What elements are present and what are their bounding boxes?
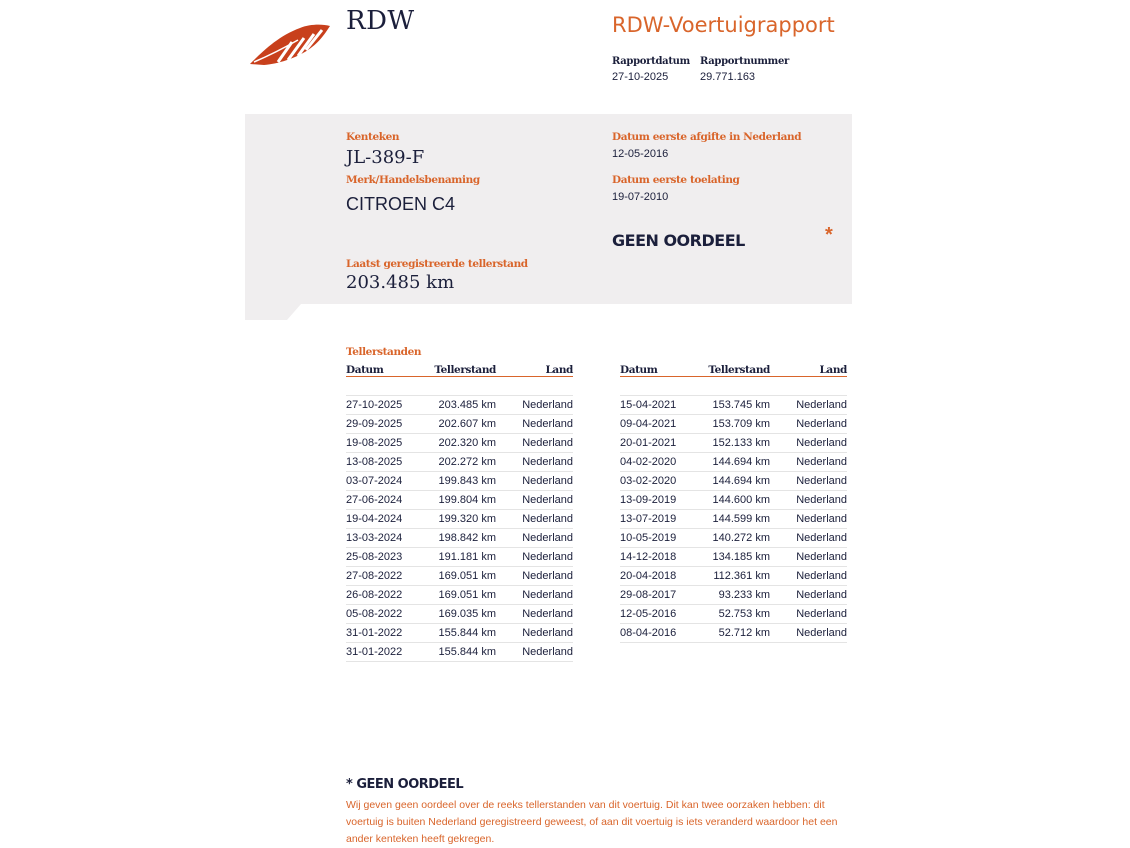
cell-date: 13-09-2019: [620, 491, 706, 510]
cell-date: 13-07-2019: [620, 510, 706, 529]
make-value: CITROEN C4: [346, 194, 456, 214]
cell-country: Nederland: [770, 548, 847, 567]
cell-odometer: 112.361 km: [706, 567, 770, 586]
table-row: [620, 491, 847, 510]
table-row: [346, 529, 573, 548]
col-odometer: Tellerstand: [432, 363, 496, 377]
table-row: [620, 567, 847, 586]
col-country: Land: [496, 363, 573, 377]
cell-country: Nederland: [496, 434, 573, 453]
cell-date: 08-04-2016: [620, 624, 706, 643]
table-row: [346, 415, 573, 434]
table-row: [620, 396, 847, 415]
cell-country: Nederland: [770, 605, 847, 624]
cell-odometer: 155.844 km: [432, 643, 496, 662]
cell-date: 25-08-2023: [346, 548, 432, 567]
cell-country: Nederland: [770, 472, 847, 491]
cell-country: Nederland: [496, 510, 573, 529]
cell-odometer: 93.233 km: [706, 586, 770, 605]
odometer-value: 203.485 km: [346, 272, 455, 293]
table-row: [346, 624, 573, 643]
report-date: 27-10-2025: [612, 71, 669, 83]
cell-date: 05-08-2022: [346, 605, 432, 624]
cell-odometer: 144.694 km: [706, 453, 770, 472]
cell-country: Nederland: [770, 586, 847, 605]
cell-date: 19-04-2024: [346, 510, 432, 529]
table-row: [346, 453, 573, 472]
cell-country: Nederland: [770, 415, 847, 434]
first-nl-label: Datum eerste afgifte in Nederland: [612, 131, 802, 143]
cell-date: 27-10-2025: [346, 396, 432, 415]
cell-country: Nederland: [496, 472, 573, 491]
cell-odometer: 199.320 km: [432, 510, 496, 529]
cell-odometer: 153.709 km: [706, 415, 770, 434]
cell-odometer: 144.600 km: [706, 491, 770, 510]
table-row: [346, 643, 573, 662]
brand-name: RDW: [346, 6, 415, 36]
table-row: [620, 605, 847, 624]
cell-odometer: 199.843 km: [432, 472, 496, 491]
cell-country: Nederland: [496, 586, 573, 605]
table-header-row: [346, 363, 573, 377]
cell-date: 13-08-2025: [346, 453, 432, 472]
cell-odometer: 134.185 km: [706, 548, 770, 567]
report-number: 29.771.163: [700, 71, 756, 83]
cell-odometer: 169.051 km: [432, 567, 496, 586]
col-date: Datum: [620, 363, 706, 377]
cell-date: 20-01-2021: [620, 434, 706, 453]
cell-date: 15-04-2021: [620, 396, 706, 415]
cell-odometer: 199.804 km: [432, 491, 496, 510]
report-title: RDW-Voertuigrapport: [612, 13, 835, 37]
cell-date: 26-08-2022: [346, 586, 432, 605]
cell-country: Nederland: [496, 415, 573, 434]
plate-value: JL-389-F: [346, 147, 425, 168]
readings-section-title: Tellerstanden: [346, 346, 422, 358]
cell-odometer: 169.051 km: [432, 586, 496, 605]
cell-date: 27-06-2024: [346, 491, 432, 510]
make-label: Merk/Handelsbenaming: [346, 174, 480, 186]
cell-country: Nederland: [770, 624, 847, 643]
rdw-feather-logo-icon: [248, 22, 332, 68]
table-row: [620, 548, 847, 567]
cell-odometer: 52.712 km: [706, 624, 770, 643]
cell-country: Nederland: [496, 567, 573, 586]
cell-date: 29-09-2025: [346, 415, 432, 434]
cell-country: Nederland: [496, 529, 573, 548]
cell-country: Nederland: [496, 491, 573, 510]
table-row: [620, 472, 847, 491]
cell-date: 03-07-2024: [346, 472, 432, 491]
table-row: [620, 529, 847, 548]
cell-country: Nederland: [770, 396, 847, 415]
cell-date: 31-01-2022: [346, 624, 432, 643]
footnote-text: Wij geven geen oordeel over de reeks tellerstanden van dit voertuig. Dit kan twee oorzaken hebben: dit voertuig is buiten Nederland geregistreerd geweest, of aan dit voertuig is iets veranderd waardoor het een ander kenteken heeft gekregen.: [346, 799, 838, 845]
cell-odometer: 140.272 km: [706, 529, 770, 548]
cell-country: Nederland: [770, 567, 847, 586]
footnote-title: * GEEN OORDEEL: [346, 777, 464, 792]
verdict-asterisk: *: [825, 224, 833, 246]
cell-odometer: 155.844 km: [432, 624, 496, 643]
vehicle-summary-panel: [245, 114, 852, 320]
odometer-label: Laatst geregistreerde tellerstand: [346, 258, 528, 270]
cell-date: 13-03-2024: [346, 529, 432, 548]
cell-country: Nederland: [770, 529, 847, 548]
table-row: [346, 434, 573, 453]
cell-country: Nederland: [496, 548, 573, 567]
cell-date: 09-04-2021: [620, 415, 706, 434]
cell-odometer: 203.485 km: [432, 396, 496, 415]
col-date: Datum: [346, 363, 432, 377]
readings-table-right: [620, 363, 847, 643]
cell-odometer: 52.753 km: [706, 605, 770, 624]
cell-date: 27-08-2022: [346, 567, 432, 586]
plate-label: Kenteken: [346, 131, 400, 143]
cell-odometer: 144.599 km: [706, 510, 770, 529]
table-row: [346, 605, 573, 624]
cell-odometer: 202.272 km: [432, 453, 496, 472]
table-header-row: [620, 363, 847, 377]
first-admission-label: Datum eerste toelating: [612, 174, 740, 186]
table-row: [346, 491, 573, 510]
table-row: [346, 510, 573, 529]
table-row: [620, 510, 847, 529]
cell-country: Nederland: [770, 434, 847, 453]
cell-odometer: 144.694 km: [706, 472, 770, 491]
table-row: [620, 434, 847, 453]
table-row: [620, 624, 847, 643]
cell-date: 12-05-2016: [620, 605, 706, 624]
cell-country: Nederland: [770, 510, 847, 529]
first-admission-value: 19-07-2010: [612, 191, 669, 203]
cell-odometer: 152.133 km: [706, 434, 770, 453]
col-odometer: Tellerstand: [706, 363, 770, 377]
cell-date: 31-01-2022: [346, 643, 432, 662]
cell-date: 10-05-2019: [620, 529, 706, 548]
table-row: [346, 586, 573, 605]
cell-date: 19-08-2025: [346, 434, 432, 453]
cell-country: Nederland: [770, 453, 847, 472]
cell-date: 29-08-2017: [620, 586, 706, 605]
verdict: GEEN OORDEEL: [612, 231, 745, 250]
col-country: Land: [770, 363, 847, 377]
cell-date: 14-12-2018: [620, 548, 706, 567]
cell-odometer: 202.320 km: [432, 434, 496, 453]
cell-odometer: 153.745 km: [706, 396, 770, 415]
table-row: [346, 567, 573, 586]
cell-date: 20-04-2018: [620, 567, 706, 586]
first-nl-value: 12-05-2016: [612, 148, 669, 160]
table-row: [620, 415, 847, 434]
cell-date: 03-02-2020: [620, 472, 706, 491]
report-number-label: Rapportnummer: [700, 56, 789, 67]
table-row: [346, 396, 573, 415]
cell-country: Nederland: [496, 624, 573, 643]
table-row: [346, 472, 573, 491]
cell-odometer: 202.607 km: [432, 415, 496, 434]
table-row: [346, 548, 573, 567]
cell-country: Nederland: [496, 396, 573, 415]
report-date-label: Rapportdatum: [612, 56, 690, 67]
cell-country: Nederland: [496, 605, 573, 624]
cell-date: 04-02-2020: [620, 453, 706, 472]
cell-odometer: 169.035 km: [432, 605, 496, 624]
cell-odometer: 191.181 km: [432, 548, 496, 567]
cell-odometer: 198.842 km: [432, 529, 496, 548]
table-row: [620, 586, 847, 605]
table-row: [620, 453, 847, 472]
readings-table-left: [346, 363, 573, 662]
cell-country: Nederland: [496, 453, 573, 472]
cell-country: Nederland: [496, 643, 573, 662]
cell-country: Nederland: [770, 491, 847, 510]
